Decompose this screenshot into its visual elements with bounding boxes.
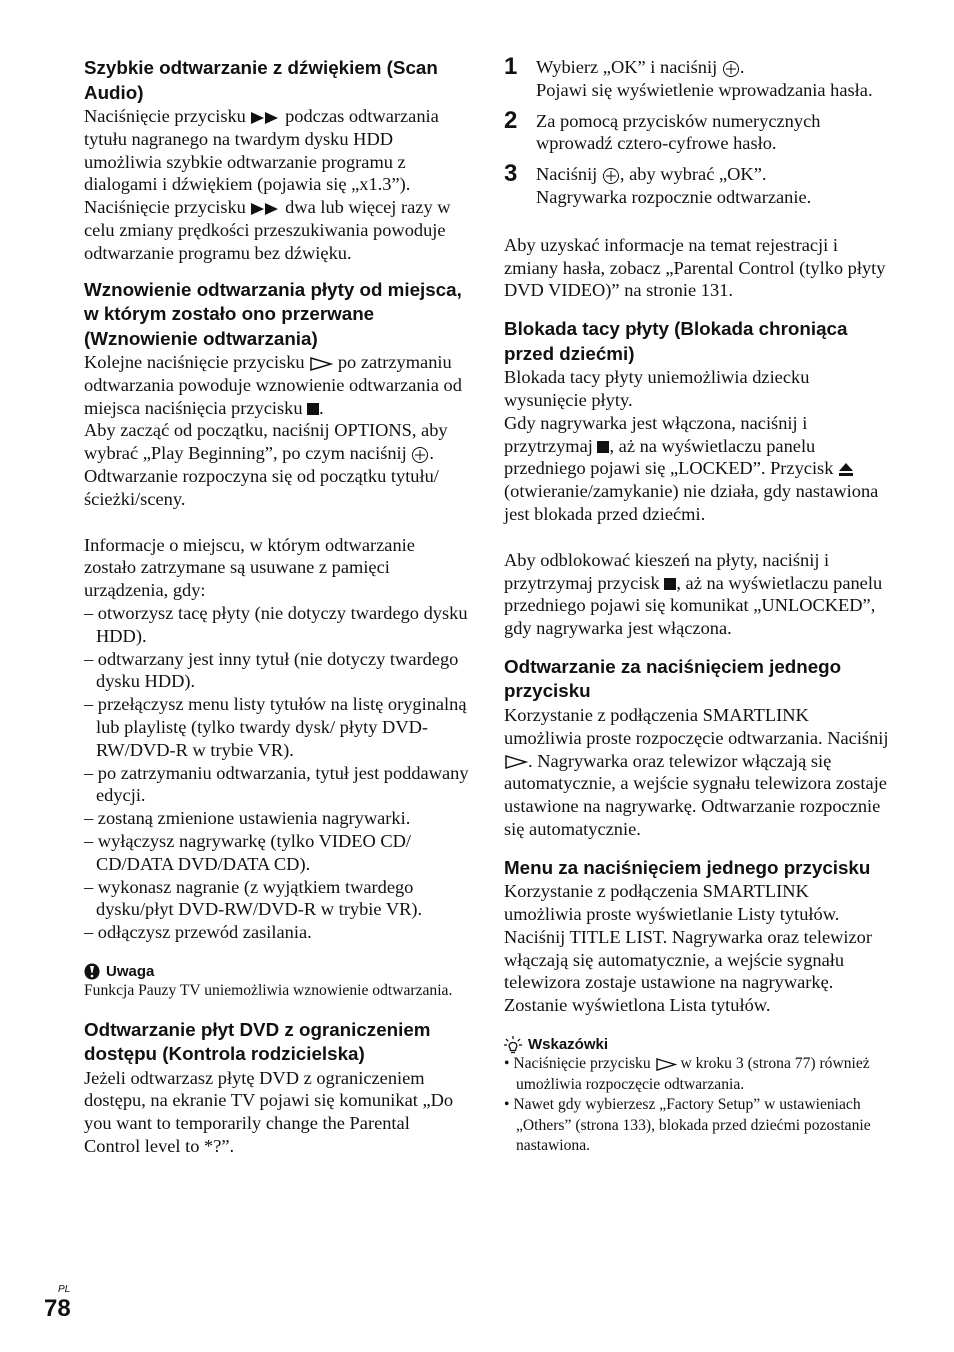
list-item: – odtwarzany jest inny tytuł (nie dotyczy twardego dysku HDD). (84, 648, 459, 692)
note-heading: Uwaga (84, 962, 470, 981)
lightbulb-icon (504, 1036, 522, 1054)
list-item: – otworzysz tacę płyty (nie dotyczy twardego dysku HDD). (84, 603, 468, 646)
enter-button-icon (722, 60, 740, 78)
one-touch-play-text: Korzystanie z podłączenia SMARTLINK umożliwia proste rozpoczęcie odtwarzania. Naciśnij . Nagrywarka oraz telewizor włączają się automatycznie, a wejście sygnału telewizora zostaje ustawione na nagrywarkę. Odtwarzanie rozpocznie się automatycznie. (504, 704, 889, 839)
eject-icon (838, 463, 854, 477)
resume-info-list (84, 602, 470, 944)
parental-info-text: Aby uzyskać informacje na temat rejestracji i zmiany hasła, zobacz „Parental Control (tylko płyty DVD VIDEO)” na stronie 131. (504, 234, 886, 301)
tray-unlock-paragraph: Aby odblokować kieszeń na płyty, naciśnij i przytrzymaj przycisk , aż na wyświetlaczu panelu przedniego pojawi się komunikat „UNLOCKED”, gdy nagrywarka jest włączona. (504, 549, 883, 639)
list-item: – przełączysz menu listy tytułów na listę oryginalną lub playlistę (tylko twardy dysk/ płyty DVD-RW/DVD-R w trybie VR). (84, 694, 467, 760)
play-icon (309, 357, 333, 371)
tray-lock-paragraph-1: Blokada tacy płyty uniemożliwia dziecku wysunięcie płyty. (504, 367, 810, 410)
stop-icon (597, 441, 609, 453)
one-touch-menu-heading: Menu za naciśnięciem jednego przycisku (504, 856, 871, 878)
parental-steps (504, 53, 890, 209)
enter-button-icon (411, 446, 429, 464)
page-footer (44, 1284, 71, 1322)
note-text: Funkcja Pauzy TV uniemożliwia wznowienie odtwarzania. (84, 982, 453, 999)
resume-paragraph-1: Kolejne naciśnięcie przycisku po zatrzymaniu odtwarzania powoduje wznowienie odtwarzania od miejsca naciśnięcia przycisku . (84, 352, 462, 418)
play-icon (655, 1058, 677, 1071)
play-icon (504, 755, 528, 769)
resume-paragraph-2: Aby zacząć od początku, naciśnij OPTIONS, aby wybrać „Play Beginning”, po czym naciśnij . Odtwarzanie rozpoczyna się od początku tytułu/ścieżki/sceny. (84, 420, 448, 509)
note-icon (84, 963, 100, 980)
stop-icon (307, 403, 319, 415)
enter-button-icon (602, 167, 620, 185)
list-item: • Nawet gdy wybierzesz „Factory Setup” w ustawieniach „Others” (strona 133), blokada przed dziećmi pozostanie nastawiona. (504, 1096, 871, 1154)
left-column (84, 56, 470, 1158)
tray-lock-heading: Blokada tacy płyty (Blokada chroniąca przed dziećmi) (504, 318, 848, 364)
language-code: PL (58, 1284, 71, 1295)
scan-audio-paragraph-2: Naciśnięcie przycisku dwa lub więcej razy w celu zmiany prędkości przeszukiwania powoduje odtwarzanie programu bez dźwięku. (84, 197, 451, 263)
tips-list (504, 1054, 890, 1157)
parental-control-heading: Odtwarzanie płyt DVD z ograniczeniem dostępu (Kontrola rodzicielska) (84, 1018, 431, 1064)
resume-heading: Wznowienie odtwarzania płyty od miejsca, w którym zostało ono przerwane (Wznowienie odtwarzania) (84, 278, 462, 349)
fast-forward-icon (250, 112, 280, 124)
step-item: 3 Naciśnij , aby wybrać „OK”. Nagrywarka rozpocznie odtwarzanie. (504, 160, 812, 207)
list-item: • Naciśnięcie przycisku w kroku 3 (strona 77) również umożliwia rozpoczęcie odtwarzania. (504, 1055, 870, 1093)
list-item: – zostaną zmienione ustawienia nagrywarki. (84, 808, 411, 829)
fast-forward-icon (250, 203, 280, 215)
tips-heading: Wskazówki (504, 1035, 890, 1054)
step-item: 2 Za pomocą przycisków numerycznych wprowadź cztero-cyfrowe hasło. (504, 106, 821, 154)
stop-icon (664, 578, 676, 590)
list-item: – wykonasz nagranie (z wyjątkiem twardego dysku/płyt DVD-RW/DVD-R w trybie VR). (84, 876, 423, 920)
step-number: 1 (504, 53, 518, 80)
tray-lock-paragraph-2: Gdy nagrywarka jest włączona, naciśnij i przytrzymaj , aż na wyświetlaczu panelu przedniego pojawi się „LOCKED”. Przycisk (otwieranie/zamykanie) nie działa, gdy nastawiona jest blokada przed dziećmi. (504, 412, 879, 524)
list-item: – wyłączysz nagrywarkę (tylko VIDEO CD/ CD/DATA DVD/DATA CD). (84, 831, 412, 874)
step-number: 2 (504, 106, 518, 134)
scan-audio-paragraph-1: Naciśnięcie przycisku podczas odtwarzania tytułu nagranego na twardym dysku HDD umożliwia szybkie odtwarzanie programu z dialogami i dźwiękiem (pojawia się „x1.3”). (84, 106, 439, 195)
step-number: 3 (504, 160, 518, 188)
page-number: 78 (44, 1295, 71, 1322)
step-item: 1 Wybierz „OK” i naciśnij . Pojawi się wyświetlenie wprowadzania hasła. (504, 53, 873, 100)
right-column (504, 53, 890, 1157)
parental-control-text: Jeżeli odtwarzasz płytę DVD z ograniczeniem dostępu, na ekranie TV pojawi się komunikat „Do you want to temporarily change the Parental Control level to *?”. (84, 1067, 454, 1156)
list-item: – po zatrzymaniu odtwarzania, tytuł jest poddawany edycji. (84, 762, 469, 806)
resume-info-intro: Informacje o miejscu, w którym odtwarzanie zostało zatrzymane są usuwane z pamięci urządzenia, gdy: (84, 534, 415, 601)
list-item: – odłączysz przewód zasilania. (84, 922, 312, 943)
one-touch-play-heading: Odtwarzanie za naciśnięciem jednego przycisku (504, 655, 842, 702)
scan-audio-heading: Szybkie odtwarzanie z dźwiękiem (Scan Audio) (84, 57, 438, 103)
one-touch-menu-text: Korzystanie z podłączenia SMARTLINK umożliwia proste wyświetlanie Listy tytułów. Naciśnij TITLE LIST. Nagrywarka oraz telewizor włączają się automatycznie, a wejście sygnału telewizora zostaje ustawione na nagrywarkę. Zostanie wyświetlona Lista tytułów. (504, 881, 873, 1016)
